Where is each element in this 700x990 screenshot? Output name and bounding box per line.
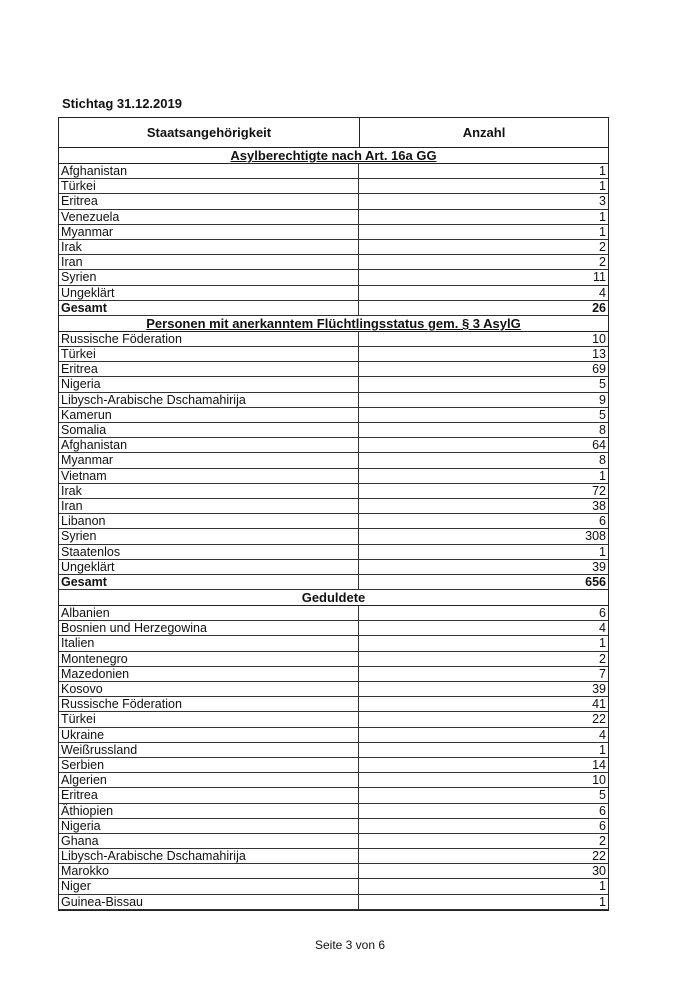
count-value: 6 [599,606,606,621]
table-row [59,453,608,468]
count-value: 13 [592,347,606,362]
count-value: 8 [599,453,606,468]
table-row [59,332,608,347]
country-name: Ghana [59,834,359,848]
table-row [59,697,608,712]
country-name: Kamerun [59,408,359,422]
country-name: Kosovo [59,682,359,696]
country-name: Serbien [59,758,359,772]
table-row [59,621,608,636]
country-name: Mazedonien [59,667,359,681]
table-section [59,148,608,316]
country-name: Weißrussland [59,743,359,757]
country-name: Afghanistan [59,438,359,452]
table-row [59,347,608,362]
table-row [59,652,608,667]
count-value: 41 [592,697,606,712]
country-name: Niger [59,879,359,893]
count-value: 10 [592,331,606,346]
table-row [59,682,608,697]
count-value: 39 [592,559,606,574]
country-name: Türkei [59,347,359,361]
count-value: 2 [599,651,606,666]
country-name: Syrien [59,529,359,543]
count-value: 11 [593,270,606,285]
country-name: Türkei [59,179,359,193]
table-row [59,879,608,894]
table-row [59,560,608,575]
table-row [59,514,608,529]
country-name: Italien [59,636,359,650]
country-name: Vietnam [59,469,359,483]
section-title: Asylberechtigte nach Art. 16a GG [59,148,608,164]
total-row [59,575,608,590]
country-name: Nigeria [59,377,359,391]
country-name: Russische Föderation [59,697,359,711]
country-name: Nigeria [59,819,359,833]
country-name: Iran [59,255,359,269]
country-name: Ungeklärt [59,560,359,574]
table-row [59,194,608,209]
table-row [59,606,608,621]
country-name: Afghanistan [59,164,359,178]
count-value: 1 [599,544,606,559]
count-value: 3 [599,194,606,209]
count-value: 4 [599,285,606,300]
table-row [59,362,608,377]
count-value: 14 [592,757,606,772]
country-name: Iran [59,499,359,513]
table-section [59,316,608,590]
country-name: Irak [59,484,359,498]
count-value: 5 [599,407,606,422]
table-section [59,590,608,910]
country-name: Gesamt [59,301,359,315]
count-value: 2 [599,833,606,848]
country-name: Syrien [59,270,359,284]
count-value: 2 [599,255,606,270]
table-row [59,834,608,849]
table-row [59,712,608,727]
section-title: Geduldete [59,590,608,606]
count-value: 22 [592,712,606,727]
table-row [59,240,608,255]
country-name: Libysch-Arabische Dschamahirija [59,393,359,407]
table-row [59,179,608,194]
count-value: 1 [599,879,606,894]
country-name: Libanon [59,514,359,528]
table-row [59,895,608,910]
count-value: 39 [592,682,606,696]
count-value: 1 [599,742,606,757]
country-name: Gesamt [59,575,359,589]
table-body [59,148,608,910]
count-value: 1 [599,209,606,224]
table-row [59,864,608,879]
count-value: 26 [592,300,606,315]
table-row [59,788,608,803]
page-number: Seite 3 von 6 [314,938,386,952]
count-value: 5 [599,377,606,392]
country-name: Irak [59,240,359,254]
country-name: Albanien [59,606,359,620]
table-row [59,667,608,682]
table-row [59,728,608,743]
country-name: Libysch-Arabische Dschamahirija [59,849,359,863]
count-value: 1 [599,179,606,194]
country-name: Marokko [59,864,359,878]
count-value: 308 [585,529,606,544]
table-header [59,118,608,148]
table-row [59,210,608,225]
table-row [59,469,608,484]
statistics-table [58,117,609,911]
table-row [59,819,608,834]
header-nationality: Staatsangehörigkeit [59,118,360,147]
table-row [59,255,608,270]
table-row [59,423,608,438]
table-row [59,225,608,240]
country-name: Staatenlos [59,545,359,559]
country-name: Russische Föderation [59,332,359,346]
count-value: 22 [592,849,606,864]
table-row [59,438,608,453]
table-row [59,377,608,392]
count-value: 1 [599,164,606,178]
table-row [59,636,608,651]
country-name: Eritrea [59,788,359,802]
count-value: 6 [599,803,606,818]
country-name: Eritrea [59,194,359,208]
country-name: Ukraine [59,728,359,742]
table-row [59,773,608,788]
count-value: 7 [599,666,606,681]
table-row [59,484,608,499]
country-name: Bosnien und Herzegowina [59,621,359,635]
count-value: 1 [599,636,606,651]
table-row [59,529,608,544]
count-value: 656 [585,574,606,589]
table-row [59,849,608,864]
country-name: Myanmar [59,225,359,239]
table-row [59,758,608,773]
count-value: 9 [599,392,606,407]
count-value: 6 [599,818,606,833]
count-value: 6 [599,514,606,529]
country-name: Algerien [59,773,359,787]
count-value: 10 [592,773,606,788]
count-value: 4 [599,621,606,636]
country-name: Venezuela [59,210,359,224]
country-name: Türkei [59,712,359,726]
count-value: 30 [592,864,606,879]
table-row [59,393,608,408]
table-row [59,164,608,179]
count-value: 1 [599,468,606,483]
count-value: 72 [592,483,606,498]
country-name: Somalia [59,423,359,437]
table-row [59,286,608,301]
count-value: 8 [599,423,606,437]
count-value: 1 [599,894,606,909]
count-value: 1 [599,224,606,239]
table-row [59,270,608,285]
table-row [59,408,608,423]
header-count: Anzahl [462,125,506,140]
table-row [59,545,608,560]
table-row [59,804,608,819]
count-value: 64 [592,438,606,453]
country-name: Eritrea [59,362,359,376]
country-name: Ungeklärt [59,286,359,300]
section-title: Personen mit anerkanntem Flüchtlingsstatus gem. § 3 AsylG [59,316,608,332]
table-row [59,499,608,514]
count-value: 69 [592,362,606,377]
total-row [59,301,608,316]
country-name: Myanmar [59,453,359,467]
count-value: 5 [599,788,606,803]
count-value: 2 [599,239,606,254]
country-name: Montenegro [59,652,359,666]
table-row [59,743,608,758]
country-name: Guinea-Bissau [59,895,359,909]
count-value: 38 [592,498,606,513]
count-value: 4 [599,727,606,742]
page-title: Stichtag 31.12.2019 [62,96,182,111]
country-name: Äthiopien [59,804,359,818]
